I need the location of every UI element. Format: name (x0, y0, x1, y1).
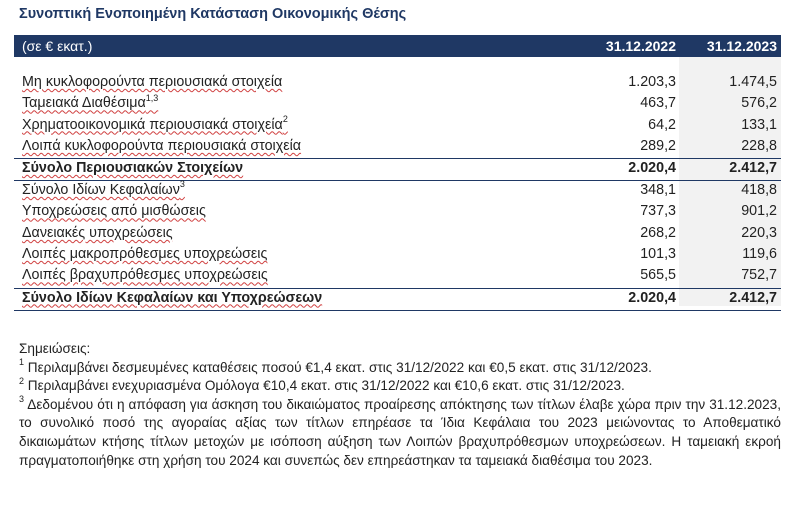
row-label-text: Χρηματοοικονομικά περιουσιακά στοιχεία (22, 116, 283, 133)
row-label-text: Υποχρεώσεις από μισθώσεις (22, 203, 206, 220)
balance-sheet-table (14, 73, 781, 311)
row-label (22, 113, 288, 133)
value-2022: 565,5 (640, 267, 676, 284)
table-header (14, 35, 781, 57)
table-row (14, 181, 781, 202)
note-1 (19, 359, 781, 378)
table-row (14, 73, 781, 94)
table-row (14, 245, 781, 266)
value-2022: 101,3 (640, 246, 676, 263)
note-2 (19, 377, 781, 396)
value-2023: 228,8 (741, 137, 777, 154)
row-label-text: Λοιπές μακροπρόθεσμες υποχρεώσεις (22, 246, 268, 263)
row-label (22, 267, 268, 283)
value-2023: 418,8 (741, 182, 777, 199)
value-2022: 64,2 (648, 116, 676, 133)
value-2023: 2.412,7 (729, 160, 777, 177)
row-label (22, 160, 243, 176)
table-row (14, 266, 781, 287)
row-label (22, 246, 267, 262)
note-text: Περιλαμβάνει ενεχυριασμένα Ομόλογα €10,4 εκατ. στις 31/12/2022 και €10,6 εκατ. στις 31/12/2023. (27, 378, 625, 394)
total-row (14, 288, 781, 311)
value-2022: 2.020,4 (628, 289, 676, 306)
unit-label: (σε € εκατ.) (22, 38, 93, 54)
note-3 (19, 396, 781, 470)
row-label-text: Μη κυκλοφορούντα περιουσιακά στοιχεία (22, 74, 283, 90)
column-header-2023: 31.12.2023 (706, 38, 777, 54)
row-label (22, 138, 301, 154)
value-2023: 1.474,5 (729, 74, 777, 90)
value-2022: 268,2 (640, 224, 676, 241)
value-2023: 2.412,7 (729, 289, 777, 306)
total-row (14, 158, 781, 181)
row-label (22, 225, 173, 241)
row-label-text: Λοιπά κυκλοφορούντα περιουσιακά στοιχεία (22, 137, 302, 154)
column-header-2022: 31.12.2022 (605, 38, 676, 54)
value-2022: 1.203,3 (628, 74, 676, 90)
footnote-marker: 2 (282, 113, 288, 124)
value-2022: 289,2 (640, 137, 676, 154)
row-label-text: Σύνολο Ιδίων Κεφαλαίων και Υποχρεώσεων (22, 289, 323, 306)
notes-heading: Σημειώσεις: (19, 341, 91, 356)
footnote-marker: 3 (179, 179, 185, 190)
row-label (22, 74, 282, 90)
value-2023: 752,7 (741, 267, 777, 284)
table-row (14, 137, 781, 158)
note-number: 3 (19, 394, 25, 405)
table-row (14, 202, 781, 223)
notes-section (19, 340, 781, 470)
row-label-text: Λοιπές βραχυπρόθεσμες υποχρεώσεις (22, 267, 268, 284)
row-label-text: Σύνολο Ιδίων Κεφαλαίων (22, 182, 180, 199)
table-row (14, 94, 781, 115)
value-2023: 119,6 (742, 246, 777, 263)
footnote-marker: 1,3 (145, 92, 159, 103)
value-2023: 220,3 (741, 224, 777, 241)
row-label (22, 179, 185, 199)
table-row (14, 224, 781, 245)
value-2022: 2.020,4 (628, 160, 676, 177)
value-2023: 133,1 (741, 116, 777, 133)
table-row (14, 113, 781, 137)
page-title: Συνοπτική Ενοποιημένη Κατάσταση Οικονομικής Θέσης (19, 6, 407, 22)
note-number: 2 (19, 375, 25, 386)
row-label (22, 92, 159, 112)
value-2022: 348,1 (640, 182, 676, 199)
value-2022: 463,7 (640, 95, 676, 112)
row-label-text: Ταμειακά Διαθέσιμα (22, 95, 146, 112)
value-2022: 737,3 (640, 203, 676, 220)
row-label-text: Σύνολο Περιουσιακών Στοιχείων (22, 160, 244, 177)
row-label (22, 290, 322, 306)
row-label (22, 203, 206, 219)
note-text: Δεδομένου ότι η απόφαση για άσκηση του δικαιώματος προαίρεσης απόκτησης των τίτλων έλαβε χώρα πριν την 31.12.2023, το συνολικό ποσό της αγοραίας αξίας των τίτλων επηρέασε τα Ίδια Κεφάλαια του 2023 μειώνοντας το Αποθεματικό δικαιωμάτων κτήσης τίτλων μετοχών με ισόποση αύξηση των Λοιπών βραχυπρόθεσμων υποχρεώσεων. Η ταμειακή εκροή πραγματοποιήθηκε στη χρήση του 2024 και συνεπώς δεν επηρεάστηκαν τα ταμειακά διαθέσιμα του 2023. (19, 396, 782, 468)
note-text: Περιλαμβάνει δεσμευμένες καταθέσεις ποσού €1,4 εκατ. στις 31/12/2022 και €0,5 εκατ. στις 31/12/2023. (27, 359, 652, 375)
row-label-text: Δανειακές υποχρεώσεις (22, 224, 173, 241)
note-number: 1 (19, 357, 25, 368)
value-2023: 901,2 (741, 203, 777, 220)
value-2023: 576,2 (741, 95, 777, 112)
